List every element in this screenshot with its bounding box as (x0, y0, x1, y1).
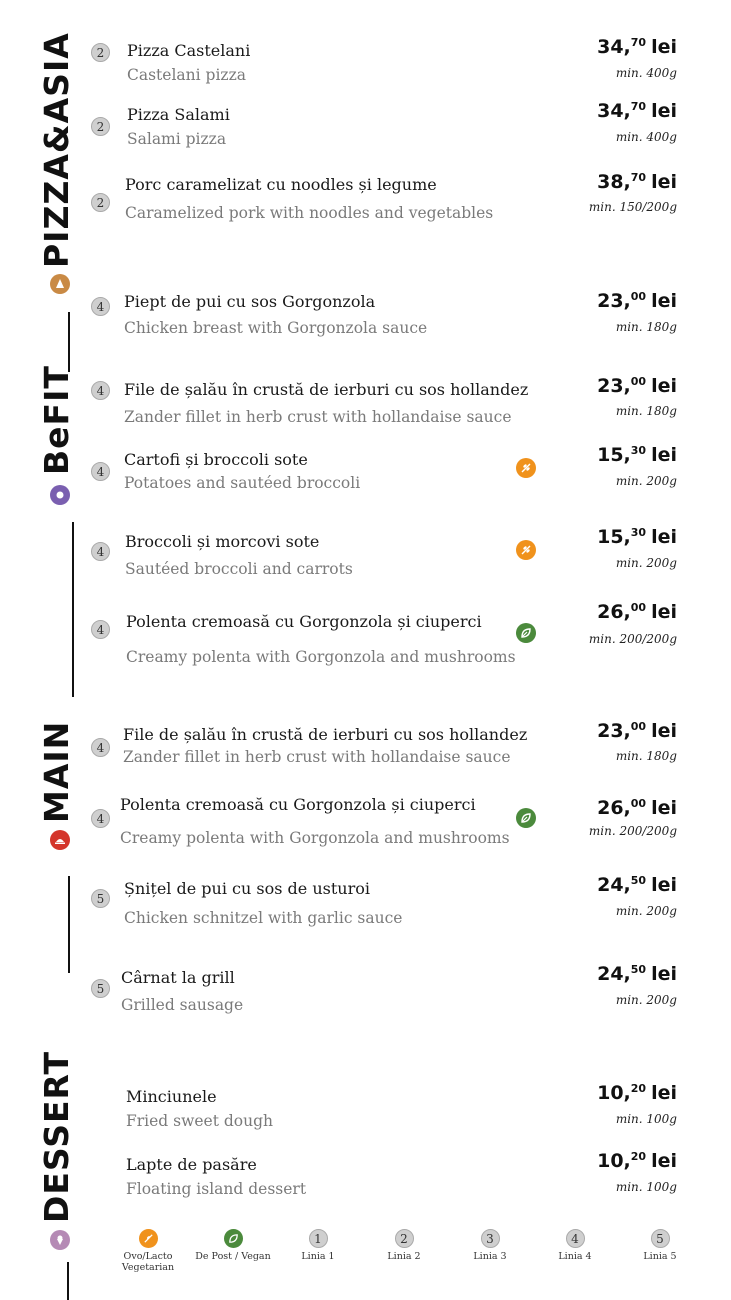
line-badge: 2 (91, 193, 110, 212)
vegetarian-icon (516, 458, 536, 478)
legend-label: Linia 5 (643, 1251, 677, 1262)
item-weight: min. 200g (615, 556, 677, 570)
legend-label: Linia 3 (473, 1251, 507, 1262)
price-decimals: 00 (630, 720, 647, 733)
vegan-leaf-icon (224, 1229, 243, 1248)
legend-label: De Post / Vegan (195, 1251, 271, 1262)
item-weight: min. 400g (615, 66, 677, 80)
price-decimals: 50 (630, 874, 647, 887)
price-currency: lei (651, 874, 677, 896)
price-decimals: 70 (630, 100, 647, 113)
price-integer: 38, (597, 171, 631, 193)
line-badge: 4 (91, 738, 110, 757)
price-decimals: 30 (630, 526, 647, 539)
price-integer: 24, (597, 963, 631, 985)
line-number-icon: 5 (651, 1229, 670, 1248)
legend-label: Ovo/Lacto Vegetarian (121, 1251, 175, 1273)
main-dish-icon (50, 830, 70, 850)
vegan-leaf-icon (516, 623, 536, 643)
price-currency: lei (651, 444, 677, 466)
befit-icon (50, 485, 70, 505)
dessert-icon (50, 1230, 70, 1250)
item-weight: min. 180g (615, 320, 677, 334)
item-weight: min. 200/200g (588, 632, 677, 646)
item-description: Sautéed broccoli and carrots (125, 560, 353, 578)
item-weight: min. 200g (615, 474, 677, 488)
legend-item (108, 1229, 188, 1274)
item-weight: min. 100g (615, 1180, 677, 1194)
price-currency: lei (651, 797, 677, 819)
price-integer: 34, (597, 100, 631, 122)
line-number-icon: 2 (395, 1229, 414, 1248)
item-name: Pizza Salami (127, 105, 230, 124)
item-name: Polenta cremoasă cu Gorgonzola și ciuperci (120, 795, 476, 814)
price-integer: 10, (597, 1150, 631, 1172)
line-number-icon: 4 (566, 1229, 585, 1248)
price-integer: 15, (597, 444, 631, 466)
price-integer: 23, (597, 720, 631, 742)
item-price (597, 100, 677, 122)
item-weight: min. 100g (615, 1112, 677, 1126)
item-description: Potatoes and sautéed broccoli (124, 474, 361, 492)
price-currency: lei (651, 100, 677, 122)
price-integer: 23, (597, 375, 631, 397)
item-price (597, 874, 677, 896)
item-description: Creamy polenta with Gorgonzola and mushrooms (120, 829, 510, 847)
divider-line (67, 1262, 69, 1300)
section-title-dessert: DESSERT (37, 1051, 76, 1223)
line-badge: 4 (91, 381, 110, 400)
legend-item (535, 1229, 615, 1263)
section-title-befit: BeFIT (37, 365, 76, 475)
item-weight: min. 180g (615, 404, 677, 418)
price-currency: lei (651, 290, 677, 312)
divider-line (68, 876, 70, 973)
item-weight: min. 150/200g (588, 200, 677, 214)
item-name: Cârnat la grill (121, 968, 235, 987)
vegetarian-icon (516, 540, 536, 560)
item-description: Fried sweet dough (126, 1112, 274, 1130)
price-currency: lei (651, 720, 677, 742)
legend-item (620, 1229, 700, 1263)
item-name: Șnițel de pui cu sos de usturoi (124, 879, 370, 898)
line-badge: 5 (91, 889, 110, 908)
item-price (597, 375, 677, 397)
item-price (597, 36, 677, 58)
price-integer: 15, (597, 526, 631, 548)
price-currency: lei (651, 526, 677, 548)
legend-label: Linia 2 (387, 1251, 421, 1262)
line-badge: 4 (91, 809, 110, 828)
legend-item (193, 1229, 273, 1263)
item-description: Grilled sausage (121, 996, 244, 1014)
line-badge: 4 (91, 542, 110, 561)
item-description: Salami pizza (127, 130, 227, 148)
pizza-icon (50, 274, 70, 294)
item-name: Minciunele (126, 1087, 217, 1106)
vegetarian-icon (139, 1229, 158, 1248)
price-currency: lei (651, 375, 677, 397)
item-price (597, 797, 677, 819)
item-weight: min. 200/200g (588, 824, 677, 838)
item-name: Pizza Castelani (127, 41, 251, 60)
item-description: Creamy polenta with Gorgonzola and mushrooms (126, 648, 516, 666)
price-decimals: 00 (630, 601, 647, 614)
item-name: Polenta cremoasă cu Gorgonzola și ciuperci (126, 612, 482, 631)
price-integer: 34, (597, 36, 631, 58)
vegan-leaf-icon (516, 808, 536, 828)
price-integer: 24, (597, 874, 631, 896)
item-name: Broccoli și morcovi sote (125, 532, 320, 551)
legend-item (278, 1229, 358, 1263)
price-integer: 26, (597, 797, 631, 819)
item-price (597, 171, 677, 193)
price-decimals: 00 (630, 375, 647, 388)
price-decimals: 50 (630, 963, 647, 976)
item-description: Zander fillet in herb crust with hollandaise sauce (124, 408, 512, 426)
line-number-icon: 3 (481, 1229, 500, 1248)
item-name: Lapte de pasăre (126, 1155, 257, 1174)
divider-line (72, 522, 74, 697)
item-description: Castelani pizza (127, 66, 246, 84)
legend-item (364, 1229, 444, 1263)
price-integer: 23, (597, 290, 631, 312)
legend-label: Linia 1 (301, 1251, 335, 1262)
item-description: Chicken breast with Gorgonzola sauce (124, 319, 428, 337)
price-decimals: 30 (630, 444, 647, 457)
item-weight: min. 200g (615, 904, 677, 918)
line-badge: 5 (91, 979, 110, 998)
item-price (597, 601, 677, 623)
item-price (597, 963, 677, 985)
legend-label: Linia 4 (558, 1251, 592, 1262)
divider-line (68, 312, 70, 372)
legend-item (450, 1229, 530, 1263)
price-currency: lei (651, 171, 677, 193)
item-description: Caramelized pork with noodles and vegetables (125, 204, 494, 222)
price-decimals: 00 (630, 797, 647, 810)
price-decimals: 00 (630, 290, 647, 303)
price-integer: 10, (597, 1082, 631, 1104)
item-name: File de șalău în crustă de ierburi cu sos hollandez (124, 380, 529, 399)
line-badge: 2 (91, 117, 110, 136)
line-badge: 4 (91, 297, 110, 316)
item-name: Piept de pui cu sos Gorgonzola (124, 292, 376, 311)
item-weight: min. 200g (615, 993, 677, 1007)
price-currency: lei (651, 963, 677, 985)
item-name: File de șalău în crustă de ierburi cu sos hollandez (123, 725, 528, 744)
item-weight: min. 180g (615, 749, 677, 763)
price-decimals: 20 (630, 1150, 647, 1163)
item-price (597, 444, 677, 466)
item-price (597, 290, 677, 312)
item-price (597, 1150, 677, 1172)
price-currency: lei (651, 601, 677, 623)
item-weight: min. 400g (615, 130, 677, 144)
price-currency: lei (651, 36, 677, 58)
line-number-icon: 1 (309, 1229, 328, 1248)
line-badge: 2 (91, 43, 110, 62)
price-decimals: 20 (630, 1082, 647, 1095)
item-name: Porc caramelizat cu noodles și legume (125, 175, 437, 194)
item-price (597, 720, 677, 742)
section-title-main: MAIN (37, 720, 76, 823)
price-decimals: 70 (630, 171, 647, 184)
price-decimals: 70 (630, 36, 647, 49)
item-description: Floating island dessert (126, 1180, 307, 1198)
line-badge: 4 (91, 620, 110, 639)
item-name: Cartofi și broccoli sote (124, 450, 308, 469)
section-title-pizza-asia: PIZZA&ASIA (37, 32, 76, 268)
item-price (597, 526, 677, 548)
price-currency: lei (651, 1150, 677, 1172)
item-description: Chicken schnitzel with garlic sauce (124, 909, 403, 927)
item-description: Zander fillet in herb crust with hollandaise sauce (123, 748, 511, 766)
item-price (597, 1082, 677, 1104)
line-badge: 4 (91, 462, 110, 481)
price-integer: 26, (597, 601, 631, 623)
price-currency: lei (651, 1082, 677, 1104)
